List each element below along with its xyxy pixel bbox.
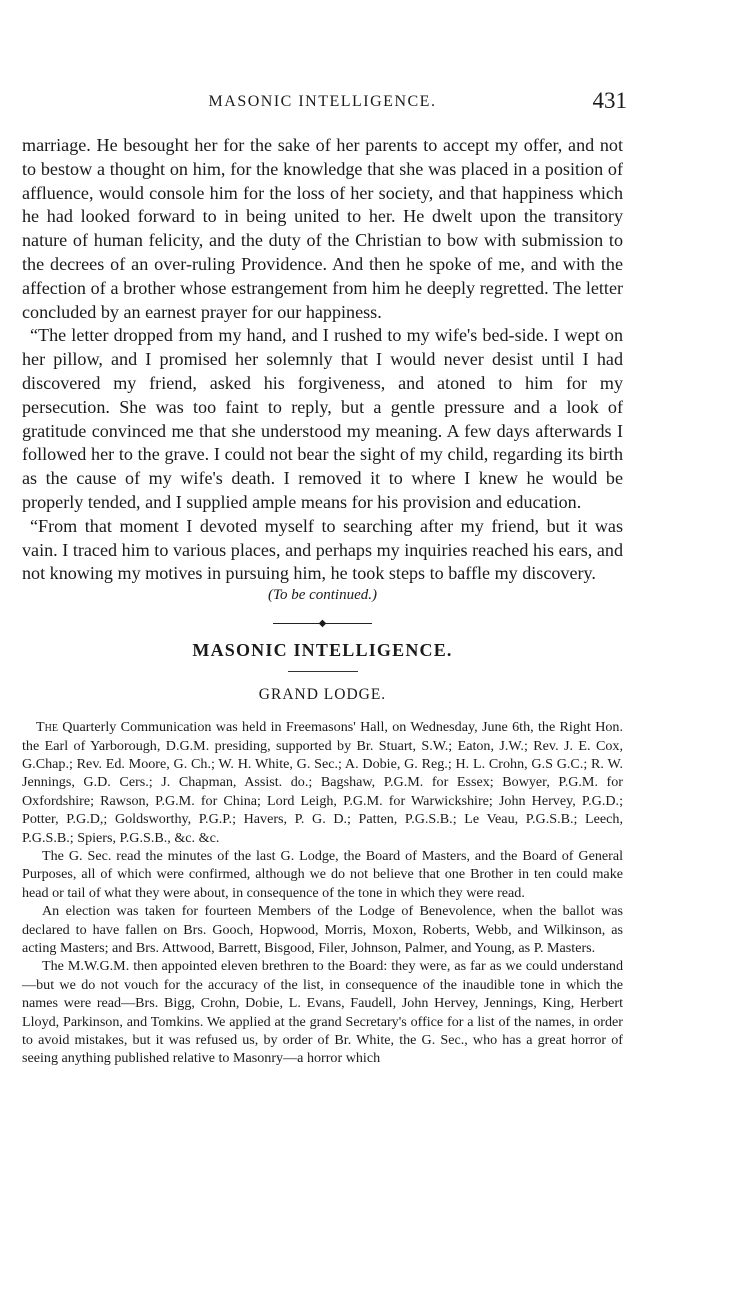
section-divider: [288, 671, 358, 672]
section-subtitle: GRAND LODGE.: [258, 686, 387, 704]
page-number: 431: [592, 88, 627, 113]
section-title: MASONIC INTELLIGENCE.: [192, 640, 453, 661]
grand-lodge-report: [22, 718, 623, 1068]
report-paragraph: The M.W.G.M. then appointed eleven brethren to the Board: they were, as far as we could understand—but we do not vouch for the accuracy of the list, in consequence of the inaudible tone in which the names were read—Brs. Bigg, Crohn, Dobie, L. Evans, Faudell, John Hervey, Jennings, King, Herbert Lloyd, Parkinson, and Tomkins. We applied at the grand Secretary's office for a list of the names, in order to avoid mistakes, but it was refused us, by order of Br. White, the G. Sec., who has a great horror of seeing anything published relative to Masonry—a horror which: [22, 958, 623, 1067]
first-word: The: [36, 719, 58, 736]
to-be-continued: (To be continued.): [267, 587, 377, 604]
story-paragraph: “The letter dropped from my hand, and I rushed to my wife's bed-side. I wept on her pillow, and I promised her solemnly that I would never desist until I had discovered my friend, asked his forgiveness, and atoned to him for my persecution. She was too faint to reply, but a gentle pressure and a look of gratitude convinced me that she understood my meaning. A few days afterwards I followed her to the grave. I could not bear the sight of my child, regarding its birth as the cause of my wife's death. I removed it to where I knew he would be properly tended, and I supplied ample means for his provision and education.: [22, 325, 623, 512]
diamond-ornament-icon: ◆: [318, 618, 327, 630]
story-continuation: [22, 134, 623, 1068]
story-paragraph: “From that moment I devoted myself to searching after my friend, but it was vain. I traced him to various places, and perhaps my inquiries reached his ears, and not knowing my motives in pursuing him, he took steps to baffle my discovery.: [22, 515, 623, 584]
ornamental-rule: [22, 618, 623, 630]
running-head-title: MASONIC INTELLIGENCE.: [208, 93, 437, 110]
report-paragraph: The G. Sec. read the minutes of the last G. Lodge, the Board of Masters, and the Board of General Purposes, all of which were confirmed, although we do not believe that one Brother in ten could make head or tail of what they were about, in consequence of the tone in which they were read.: [22, 847, 623, 901]
report-paragraph: The Quarterly Communication was held in Freemasons' Hall, on Wednesday, June 6th, the Right Hon. the Earl of Yarborough, D.G.M. presiding, supported by Br. Stuart, S.W.; Eaton, J.W.; Rev. J. E. Cox, G.Chap.; Rev. Ed. Moore, G. Ch.; W. H. White, G. Sec.; A. Dobie, G. Reg.; H. L. Crohn, G.S G.C.; R. W. Jennings, G.D. Cers.; J. Chapman, Assist. do.; Bagshaw, P.G.M. for Essex; Bowyer, P.G.M. for Oxfordshire; Rawson, P.G.M. for China; Lord Leigh, P.G.M. for Warwickshire; John Hervey, P.G.D.; Potter, P.G.D,; Goldsworthy, P.G.P.; Havers, P. G. D.; Patten, P.G.S.B.; Le Veau, P.G.S.B.; Leech, P.G.S.B.; Spiers, P.G.S.B., &c. &c.: [22, 719, 623, 846]
story-paragraph: marriage. He besought her for the sake of her parents to accept my offer, and not to bestow a thought on him, for the knowledge that she was placed in a position of affluence, would console him for the loss of her society, and that happiness which he had looked forward to in being united to her. He dwelt upon the transitory nature of human felicity, and the duty of the Christian to bow with submission to the decrees of an over-ruling Providence. And then he spoke of me, and with the affection of a brother whose estrangement from him he deeply regretted. The letter concluded by an earnest prayer for our happiness.: [22, 135, 623, 322]
running-head: [22, 88, 627, 120]
report-paragraph: An election was taken for fourteen Members of the Lodge of Benevolence, when the ballot was declared to have fallen on Brs. Gooch, Hopwood, Morris, Moxon, Roberts, Webb, and Wilkinson, as acting Masters; and Brs. Attwood, Barrett, Bisgood, Filer, Johnson, Palmer, and Young, as P. Masters.: [22, 903, 623, 957]
